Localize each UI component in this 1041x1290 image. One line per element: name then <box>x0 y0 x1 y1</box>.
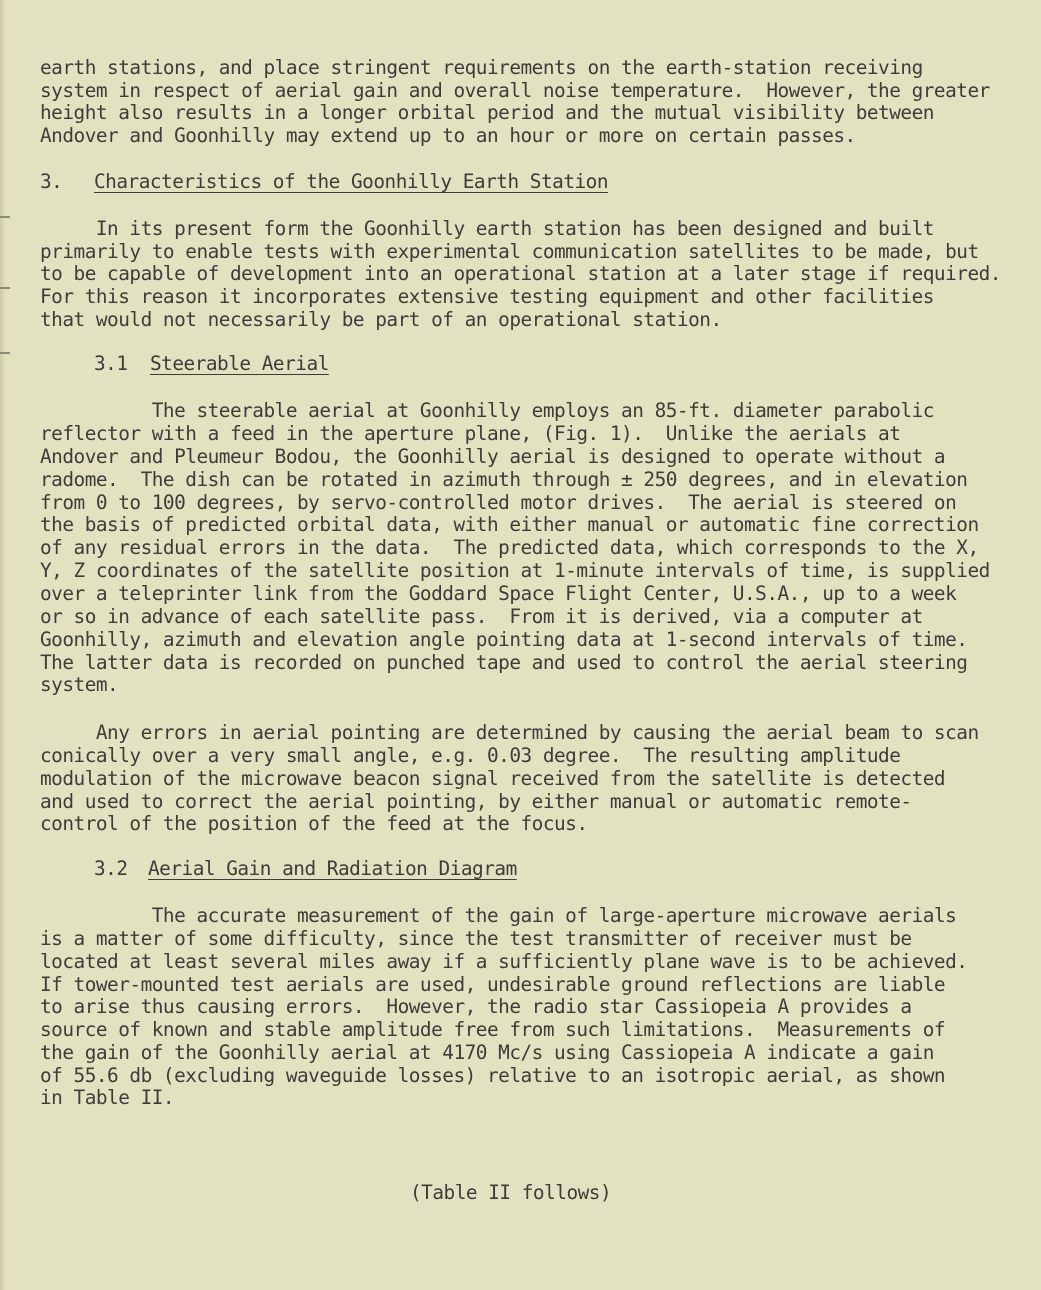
body-text-line: over a teleprinter link from the Goddard Space Flight Center, U.S.A., up to a week <box>40 582 957 605</box>
body-text-line: to arise thus causing errors. However, the radio star Cassiopeia A provides a <box>40 995 912 1018</box>
body-text-line: height also results in a longer orbital period and the mutual visibility between <box>40 101 934 124</box>
body-text-line: and used to correct the aerial pointing, by either manual or automatic remote- <box>40 790 912 813</box>
body-text-line: reflector with a feed in the aperture plane, (Fig. 1). Unlike the aerials at <box>40 422 901 445</box>
body-text-line: For this reason it incorporates extensive testing equipment and other facilities <box>40 285 934 308</box>
body-text-line: The accurate measurement of the gain of large-aperture microwave aerials <box>40 904 957 927</box>
body-text-line: The steerable aerial at Goonhilly employs an 85-ft. diameter parabolic <box>40 399 934 422</box>
body-text-line: Y, Z coordinates of the satellite position at 1-minute intervals of time, is supplied <box>40 559 990 582</box>
body-text-line: radome. The dish can be rotated in azimuth through ± 250 degrees, and in elevation <box>40 468 968 491</box>
subsection-heading: Aerial Gain and Radiation Diagram <box>148 857 517 880</box>
body-text-line: the basis of predicted orbital data, with either manual or automatic fine correction <box>40 513 979 536</box>
body-text-line: control of the position of the feed at the focus. <box>40 812 588 835</box>
page-edge-shadow <box>0 0 6 1290</box>
body-text-line: primarily to enable tests with experimental communication satellites to be made, but <box>40 240 979 263</box>
body-text-line: source of known and stable amplitude free from such limitations. Measurements of <box>40 1018 946 1041</box>
body-text-line: earth stations, and place stringent requirements on the earth-station receiving <box>40 56 923 79</box>
body-text-line: Any errors in aerial pointing are determined by causing the aerial beam to scan <box>40 721 979 744</box>
body-text-line: If tower-mounted test aerials are used, undesirable ground reflections are liable <box>40 973 946 996</box>
body-text-line: modulation of the microwave beacon signal received from the satellite is detected <box>40 767 946 790</box>
body-text-line: to be capable of development into an operational station at a later stage if required. <box>40 262 1001 285</box>
body-text-line: or so in advance of each satellite pass. From it is derived, via a computer at <box>40 605 923 628</box>
subsection-number: 3.2 <box>94 857 128 880</box>
body-text-line: the gain of the Goonhilly aerial at 4170 Mc/s using Cassiopeia A indicate a gain <box>40 1041 934 1064</box>
body-text-line: The latter data is recorded on punched tape and used to control the aerial steering <box>40 651 968 674</box>
body-text-line: located at least several miles away if a sufficiently plane wave is to be achieved. <box>40 950 968 973</box>
body-text-line: Andover and Goonhilly may extend up to an hour or more on certain passes. <box>40 124 856 147</box>
body-text-line: of any residual errors in the data. The predicted data, which corresponds to the X, <box>40 536 979 559</box>
body-text-line: is a matter of some difficulty, since the test transmitter of receiver must be <box>40 927 912 950</box>
body-text-line: system. <box>40 673 119 696</box>
body-text-line: of 55.6 db (excluding waveguide losses) relative to an isotropic aerial, as shown <box>40 1064 946 1087</box>
body-text-line: that would not necessarily be part of an operational station. <box>40 308 722 331</box>
body-text-line: conically over a very small angle, e.g. 0.03 degree. The resulting amplitude <box>40 744 901 767</box>
body-text-line: in Table II. <box>40 1086 175 1109</box>
subsection-number: 3.1 <box>94 352 128 375</box>
margin-mark <box>0 352 10 354</box>
body-text-line: system in respect of aerial gain and overall noise temperature. However, the greater <box>40 79 990 102</box>
page-footer-note: (Table II follows) <box>410 1181 612 1204</box>
margin-mark <box>0 216 10 218</box>
body-text-line: from 0 to 100 degrees, by servo-controlled motor drives. The aerial is steered on <box>40 491 957 514</box>
section-number: 3. <box>40 170 63 193</box>
margin-mark <box>0 287 10 289</box>
body-text-line: Goonhilly, azimuth and elevation angle pointing data at 1-second intervals of time. <box>40 628 968 651</box>
section-heading: Characteristics of the Goonhilly Earth Station <box>94 170 609 193</box>
body-text-line: Andover and Pleumeur Bodou, the Goonhilly aerial is designed to operate without a <box>40 445 946 468</box>
subsection-heading: Steerable Aerial <box>150 352 329 375</box>
body-text-line: In its present form the Goonhilly earth station has been designed and built <box>40 217 934 240</box>
